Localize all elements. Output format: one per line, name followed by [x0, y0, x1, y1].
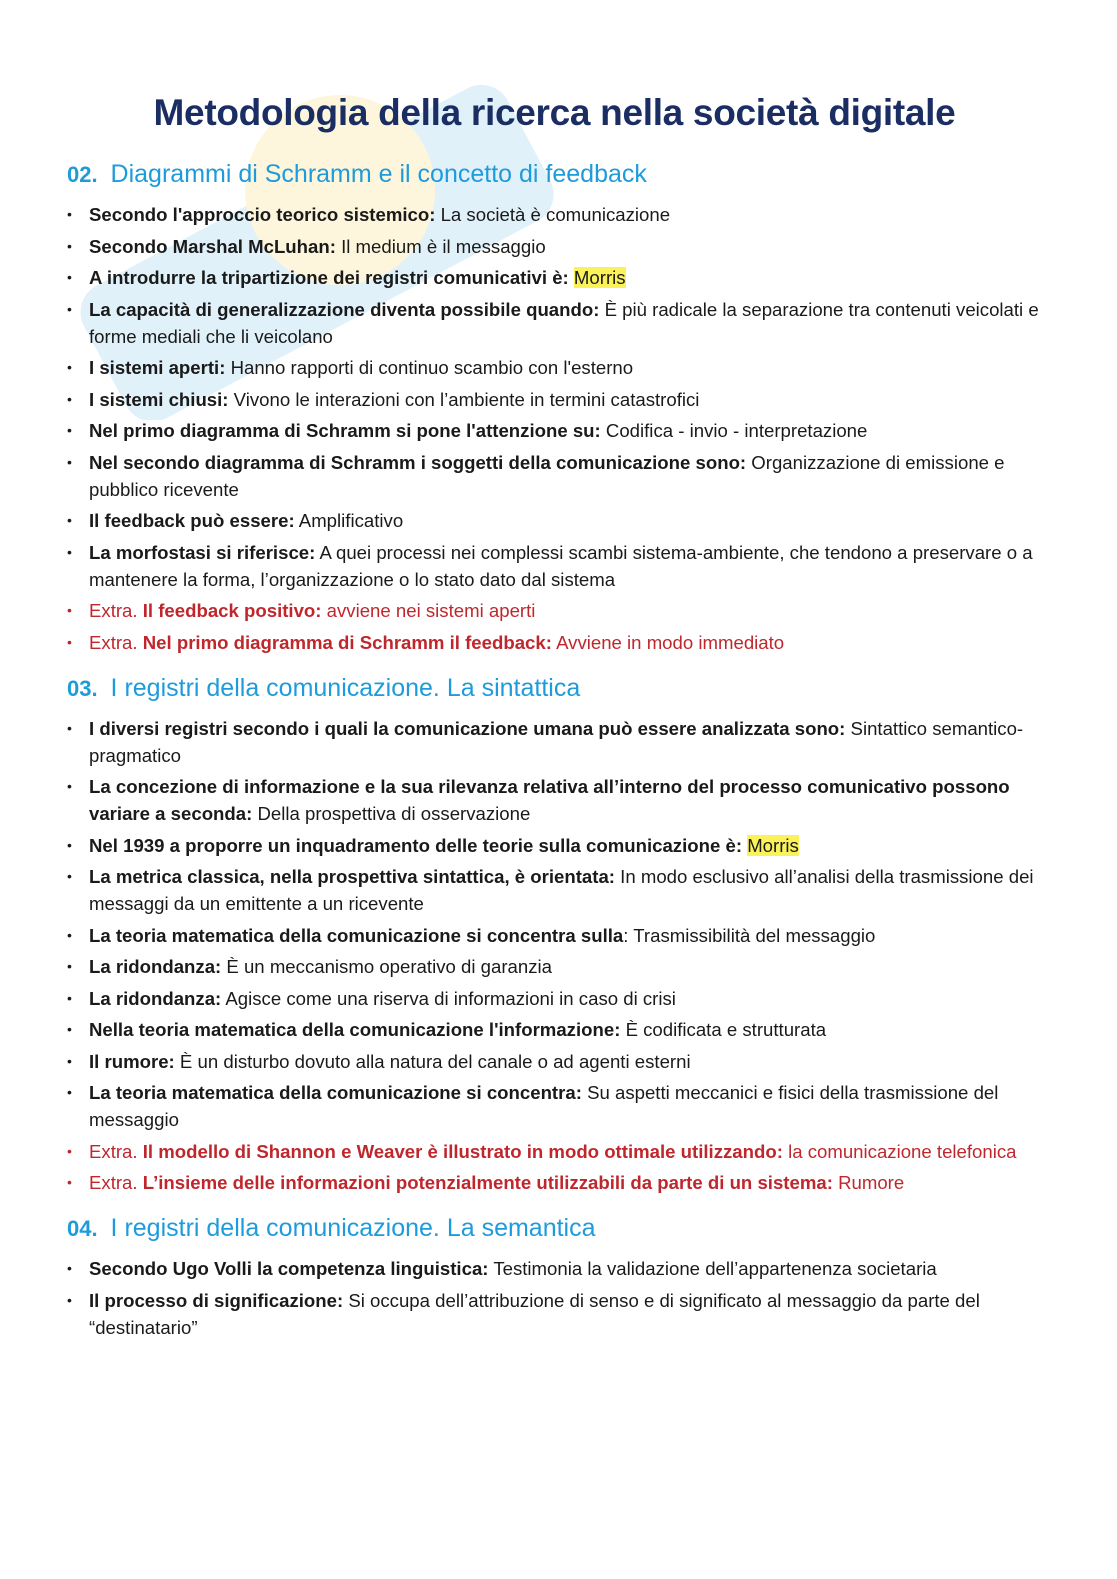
bullet-icon: • — [67, 868, 72, 884]
list-item — [67, 1048, 1042, 1075]
question: L’insieme delle informazioni potenzialmente utilizzabili da parte di un sistema: — [142, 1172, 833, 1193]
answer: È più radicale la separazione tra contenuti veicolati e forme mediali che li veicolano — [89, 298, 1039, 347]
list-item — [67, 1079, 1042, 1133]
answer: Si occupa dell’attribuzione di senso e di significato al messaggio da parte del “destinatario” — [89, 1289, 980, 1338]
answer: Codifica - invio - interpretazione — [600, 420, 868, 441]
question: Il processo di significazione: — [89, 1289, 344, 1311]
question: Il feedback può essere: — [89, 510, 295, 531]
answer: Organizzazione di emissione e pubblico ricevente — [89, 451, 1005, 500]
question-list — [67, 1255, 1042, 1341]
bullet-icon: • — [67, 1052, 72, 1069]
question: Nel primo diagramma di Schramm il feedback: — [142, 631, 552, 653]
answer: : Trasmissibilità del messaggio — [623, 924, 876, 946]
list-item — [67, 449, 1042, 503]
question: Secondo Marshal McLuhan: — [89, 235, 336, 257]
list-item — [67, 417, 1042, 444]
list-item — [67, 386, 1042, 413]
question: I sistemi aperti: — [89, 357, 226, 378]
question: La capacità di generalizzazione diventa possibile quando: — [89, 298, 600, 320]
question: La metrica classica, nella prospettiva sintattica, è orientata: — [89, 866, 615, 887]
question: A introdurre la tripartizione dei registri comunicativi è: — [89, 267, 569, 288]
bullet-icon: • — [67, 206, 72, 222]
answer: Vivono le interazioni con l’ambiente in termini catastrofici — [228, 388, 700, 410]
list-item — [67, 354, 1042, 381]
answer: La società è comunicazione — [435, 204, 671, 225]
answer: Testimonia la validazione dell’appartenenza societaria — [488, 1258, 937, 1279]
list-item — [67, 773, 1042, 827]
question: Il rumore: — [89, 1050, 175, 1072]
bullet-icon: • — [67, 778, 72, 794]
bullet-icon: • — [67, 958, 72, 974]
question: La ridondanza: — [89, 987, 222, 1009]
extra-prefix: Extra. — [89, 600, 143, 621]
bullet-icon: • — [67, 237, 72, 254]
extra-item — [67, 597, 1042, 624]
bullet-icon: • — [67, 269, 72, 285]
list-item — [67, 233, 1042, 260]
list-item — [67, 296, 1042, 350]
question: Nel primo diagramma di Schramm si pone l'attenzione su: — [89, 420, 601, 441]
bullet-icon: • — [67, 1260, 72, 1276]
question: Il feedback positivo: — [142, 600, 322, 621]
list-item — [67, 1255, 1042, 1282]
answer: Rumore — [832, 1172, 905, 1193]
question: Nel secondo diagramma di Schramm i soggetti della comunicazione sono: — [89, 451, 747, 473]
question: I sistemi chiusi: — [89, 388, 229, 410]
question: La teoria matematica della comunicazione si concentra: — [89, 1082, 582, 1103]
answer: È un disturbo dovuto alla natura del canale o ad agenti esterni — [174, 1050, 691, 1072]
question: La morfostasi si riferisce: — [89, 541, 316, 563]
question: Nel 1939 a proporre un inquadramento delle teorie sulla comunicazione è: — [89, 834, 743, 856]
bullet-icon: • — [67, 1291, 72, 1308]
answer: È un meccanismo operativo di garanzia — [221, 956, 552, 977]
section-title: I registri della comunicazione. La sintattica — [110, 673, 581, 702]
bullet-icon: • — [67, 602, 72, 618]
extra-prefix: Extra. — [89, 1172, 143, 1193]
list-item — [67, 985, 1042, 1012]
bullet-icon: • — [67, 926, 72, 943]
question: La ridondanza: — [89, 956, 222, 977]
list-item — [67, 201, 1042, 228]
extra-prefix: Extra. — [89, 631, 143, 653]
answer: In modo esclusivo all’analisi della trasmissione dei messaggi da un emittente a un ricevente — [89, 866, 1034, 914]
question: Secondo l'approccio teorico sistemico: — [89, 204, 436, 225]
answer: la comunicazione telefonica — [782, 1140, 1017, 1162]
bullet-icon: • — [67, 1142, 72, 1159]
list-item — [67, 953, 1042, 980]
answer: Il medium è il messaggio — [335, 235, 546, 257]
extra-item — [67, 1169, 1042, 1196]
answer: A quei processi nei complessi scambi sistema-ambiente, che tendono a preservare o a mantenere la forma, l’organizzazione o lo stato dato dal sistema — [89, 541, 1033, 590]
answer: Hanno rapporti di continuo scambio con l'esterno — [225, 357, 634, 378]
answer: È codificata e strutturata — [620, 1019, 827, 1040]
question-list — [67, 201, 1042, 656]
highlighted-answer: Morris — [747, 834, 799, 856]
section-03 — [67, 674, 1042, 1197]
list-item — [67, 539, 1042, 593]
page-title: Metodologia della ricerca nella società digitale — [153, 92, 956, 133]
section-heading — [67, 160, 1042, 189]
section-number: 04. — [67, 1216, 98, 1241]
answer: Amplificativo — [294, 510, 404, 531]
bullet-icon: • — [67, 422, 72, 438]
section-title: Diagrammi di Schramm e il concetto di feedback — [110, 160, 647, 188]
list-item — [67, 1016, 1042, 1043]
extra-prefix: Extra. — [89, 1140, 143, 1162]
section-heading — [67, 674, 1042, 703]
answer: Su aspetti meccanici e fisici della trasmissione del messaggio — [89, 1082, 999, 1130]
bullet-icon: • — [67, 453, 72, 470]
question: La concezione di informazione e la sua rilevanza relativa all’interno del processo comunicativo possono variare a seconda: — [89, 776, 1010, 824]
answer: Agisce come una riserva di informazioni in caso di crisi — [221, 987, 676, 1009]
question: I diversi registri secondo i quali la comunicazione umana può essere analizzata sono: — [89, 717, 846, 739]
bullet-icon: • — [67, 836, 72, 853]
extra-item — [67, 629, 1042, 656]
question: Nella teoria matematica della comunicazione l'informazione: — [89, 1019, 621, 1040]
answer: avviene nei sistemi aperti — [321, 600, 536, 621]
bullet-icon: • — [67, 1174, 72, 1190]
section-02 — [67, 160, 1042, 656]
list-item — [67, 832, 1042, 859]
bullet-icon: • — [67, 300, 72, 317]
question: Il modello di Shannon e Weaver è illustrato in modo ottimale utilizzando: — [142, 1140, 783, 1162]
bullet-icon: • — [67, 719, 72, 736]
answer: Avviene in modo immediato — [551, 631, 785, 653]
answer: Sintattico semantico-pragmatico — [89, 717, 1024, 766]
list-item — [67, 715, 1042, 769]
bullet-icon: • — [67, 989, 72, 1006]
list-item — [67, 863, 1042, 917]
section-04 — [67, 1214, 1042, 1341]
extra-item — [67, 1138, 1042, 1165]
section-heading — [67, 1214, 1042, 1243]
document-page — [67, 92, 1042, 1359]
highlighted-answer: Morris — [573, 267, 626, 288]
bullet-icon: • — [67, 633, 72, 650]
section-number: 02. — [67, 162, 98, 187]
list-item — [67, 922, 1042, 949]
bullet-icon: • — [67, 390, 72, 407]
question: La teoria matematica della comunicazione si concentra sulla — [89, 924, 624, 946]
list-item — [67, 264, 1042, 291]
bullet-icon: • — [67, 543, 72, 560]
section-title: I registri della comunicazione. La semantica — [110, 1214, 596, 1242]
bullet-icon: • — [67, 512, 72, 528]
bullet-icon: • — [67, 359, 72, 375]
list-item — [67, 507, 1042, 534]
list-item — [67, 1287, 1042, 1341]
section-number: 03. — [67, 675, 98, 701]
question: Secondo Ugo Volli la competenza linguistica: — [89, 1258, 489, 1279]
answer: Della prospettiva di osservazione — [252, 803, 531, 824]
bullet-icon: • — [67, 1021, 72, 1037]
question-list — [67, 715, 1042, 1197]
bullet-icon: • — [67, 1084, 72, 1100]
